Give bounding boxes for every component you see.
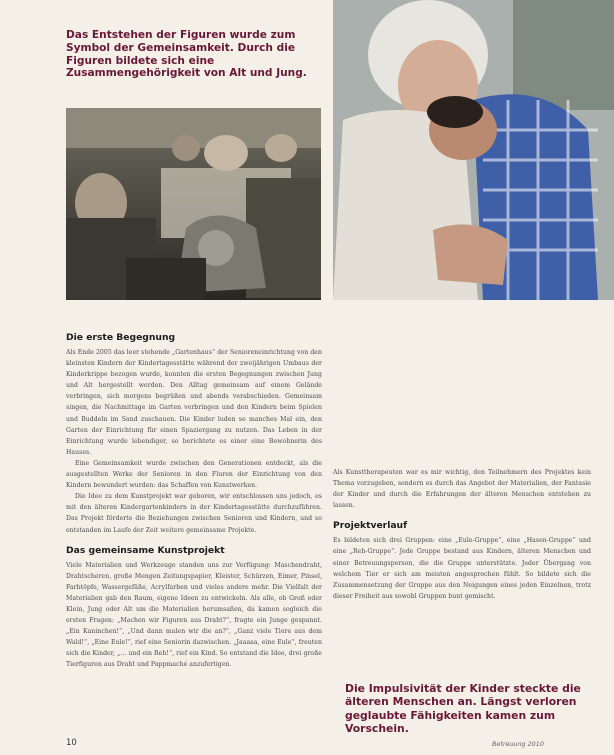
section-heading-erste-begegnung: Die erste Begegnung	[66, 332, 176, 343]
hug-image	[333, 0, 614, 300]
right-column	[333, 339, 591, 602]
magazine-footer: Betreuung 2010	[492, 740, 544, 748]
pull-quote-bottom: Die Impulsivität der Kinder steckte die älteren Menschen an. Längst verloren geglaubte Fähigkeiten kamen zum Vorschein.	[345, 682, 581, 736]
paragraph: Eine Gemeinsamkeit wurde zwischen den Generationen entdeckt, als die ausgestellten Werke der Senioren in den Fluren der Einrichtung von den Kindern bewundert wurden: das Schaffen von Kunstwerken.	[66, 459, 322, 490]
section-heading-kunstprojekt: Das gemeinsame Kunstprojekt	[66, 544, 225, 556]
paragraph: Viele Materialien und Werkzeuge standen uns zur Verfügung: Maschendraht, Drahtscheren, große Mengen Zeitungspapier, Kleister, Schürzen, Eimer, Pinsel, Farbtöpfe, Wassergefäße, Acrylfarben und vieles andere mehr. Die Vielfalt der Materialien gab den Raum, eigene Ideen zu entwickeln. Als alle, ob Groß oder Klein, Jung oder Alt um die Materialien herumsaßen, da kamen sogleich die ersten Fragen: „Machen wir Figuren aus Draht?“, fragte ein Junge gespannt. „Ein Kaninchen!“, „Und dann malen wir die an?“, „Ganz viele Tiere aus dem Wald!“, „Eine Eule!“, rief eine Seniorin dazwischen. „Jaaaaa, eine Eule“, freuten sich die Kinder, „... und ein Reh!“, rief ein Kind. So entstand die Idee, drei große Tierfiguren aus Draht und Pappmaché anzufertigen.	[66, 561, 322, 669]
left-column	[66, 332, 322, 669]
elderly-woman-hugging-child-photo	[333, 0, 614, 300]
paragraph: Die Idee zu dem Kunstprojekt war geboren, wir entschlossen uns jedoch, es mit den älteren Kindergartenkindern in der Kindertagesstätte durchzuführen. Das Projekt förderte die Beziehungen zwischen Senioren und Kindern, und so entstanden im Laufe der Zeit weitere gemeinsame Projekte.	[66, 493, 322, 534]
pull-quote-top: Das Entstehen der Figuren wurde zum Symbol der Gemeinsamkeit. Durch die Figuren bildete sich eine Zusammengehörigkeit von Alt und Jung.	[66, 29, 307, 80]
group-crafting-image	[66, 108, 321, 300]
group-crafting-photo	[66, 108, 321, 300]
section-heading-projektverlauf: Projektverlauf	[333, 520, 408, 532]
paragraph: Es bildeten sich drei Gruppen: eine „Eule-Gruppe“, eine „Hasen-Gruppe“ und eine „Reh-Gruppe“. Jede Gruppe bestand aus Kindern, älteren Menschen und einer Betreuungsperson, die die Gruppe unterstützte. Jeder Übergang von welchem Tier er sich am meisten angesprochen fühlt. So bildete sich die Zusammensetzung der Gruppe aus den Neigungen eines jeden Einzelnen, trotz dieser Freiheit aus sowohl Gruppen bunt gemischt.	[333, 537, 591, 600]
paragraph: Als Kunsttherapeuten war es mir wichtig, den Teilnehmern des Projektes kein Thema vorzugeben, sondern es durch das Angebot der Materialien, der Fantasie der Kinder und durch die Erfahrungen der älteren Menschen entstehen zu lassen.	[333, 469, 591, 510]
paragraph: Als Ende 2005 das leer stehende „Gartenhaus“ der Senioreneinrichtung von den kleinsten Kindern der Kindertagesstätte während der zweijährigen Umbaus der Kinderkrippe bezogen wurde, konnten die ersten Begegnungen zwischen Jung und Alt hergestellt werden. Den Alltag gemeinsam auf einem Gelände verbringen, sich morgens begrüßen und abends verabschieden. Gemeinsam singen, die Nachmittage im Garten verbringen und den Kindern beim Spielen und Buddeln im Sand zuschauen. Die Kinder luden so manches Mal ein, den Garten der Einrichtung für einen Spaziergang zu nutzen. Das Leben in der Einrichtung wurde lebendiger, so berichtete es einer eine Bewohnerin des Hauses.	[66, 349, 322, 456]
page-number: 10	[66, 738, 77, 748]
